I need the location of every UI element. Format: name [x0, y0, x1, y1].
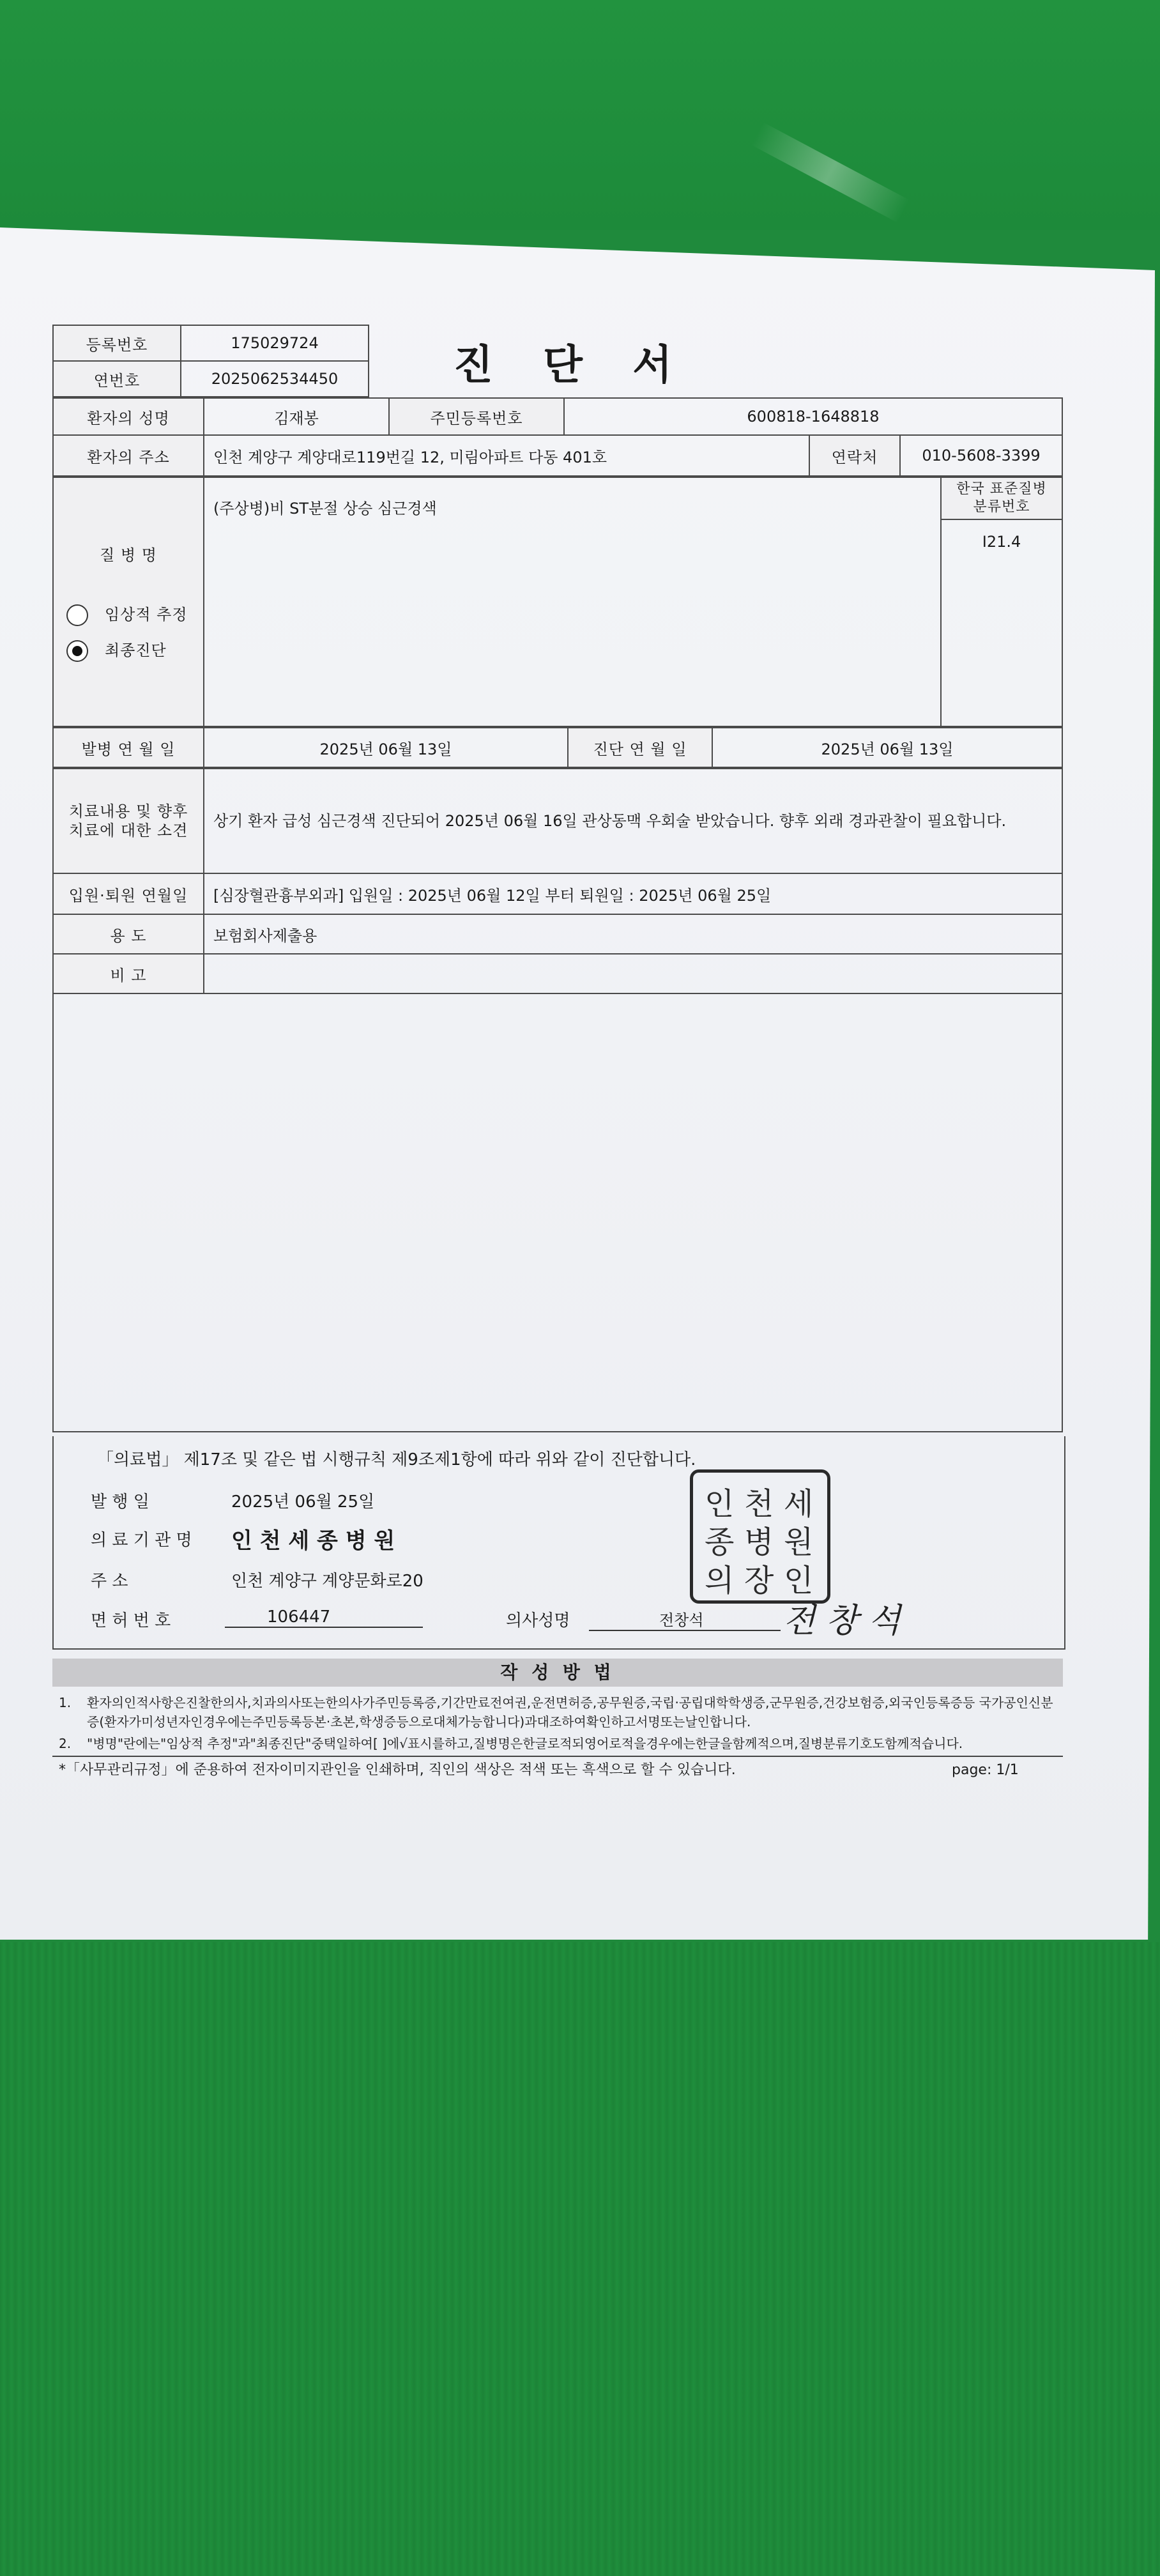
radio-clinical-icon[interactable] [66, 604, 88, 626]
phone-label: 연락처 [809, 435, 900, 476]
green-background-top [0, 0, 1160, 230]
address-value: 인천 계양구 계양문화로20 [231, 1572, 424, 1591]
address-label: 주 소 [91, 1572, 128, 1591]
rrn-value: 600818-1648818 [564, 398, 1062, 435]
code-label: 한국 표준질병 분류번호 [941, 477, 1062, 519]
print-note: *「사무관리규정」에 준용하여 전자이미지관인을 인쇄하며, 직인의 색상은 적색 또는 흑색으로 할 수 있습니다. [59, 1762, 736, 1778]
detail-table [52, 768, 1063, 1432]
diag-value: 2025년 06월 13일 [712, 728, 1062, 767]
note-1 [59, 1693, 1062, 1731]
note-2-number: 2. [59, 1736, 72, 1751]
patient-table [52, 397, 1063, 477]
serial-label: 연번호 [53, 361, 181, 397]
remark-value [204, 954, 1062, 993]
doctor-name: 전창석 [589, 1607, 781, 1631]
disease-text: (주상병)비 ST분절 상승 심근경색 [204, 477, 941, 726]
name-value: 김재봉 [204, 398, 389, 435]
diag-label: 진단 연 월 일 [568, 728, 712, 767]
license-value: 106447 [225, 1607, 423, 1628]
note-2 [59, 1734, 1062, 1753]
issue-date-value: 2025년 06월 25일 [231, 1492, 375, 1512]
opinion-label: 치료내용 및 향후 치료에 대한 소견 [53, 769, 204, 873]
note-1-number: 1. [59, 1695, 72, 1710]
note-1-text: 환자의인적사항은진찰한의사,치과의사또는한의사가주민등록증,기간만료전여권,운전면허증,공무원증,국립·공립대학학생증,군무원증,건강보험증,외국인등록증등 국가공인신분증(환자가미성년자인경우에는주민등록등본·초본,학생증등으로대체가능합니다)과대조하여확인하고서명또는날인합니다. [87, 1695, 1053, 1729]
reg-value: 175029724 [181, 325, 369, 361]
signature: 전 창 석 [783, 1602, 901, 1640]
radio-final-icon[interactable] [66, 640, 88, 662]
document-title: 진 단 서 [454, 342, 691, 389]
onset-label: 발병 연 월 일 [53, 728, 204, 767]
option-clinical[interactable]: 임상적 추정 [66, 602, 194, 626]
addr-label: 환자의 주소 [53, 435, 204, 476]
institution-label: 의 료 기 관 명 [91, 1531, 192, 1550]
option-final[interactable]: 최종진단 [66, 638, 194, 662]
addr-value: 인천 계양구 계양대로119번길 12, 미림아파트 다동 401호 [204, 435, 809, 476]
diagnosis-form [52, 325, 1063, 1432]
admission-label: 입원·퇴원 연월일 [53, 873, 204, 914]
rrn-label: 주민등록번호 [389, 398, 564, 435]
disease-label: 질 병 명 [100, 546, 157, 564]
admission-text: [심장혈관흉부외과] 입원일 : 2025년 06월 12일 부터 퇴원일 : 2025년 06월 25일 [204, 873, 1062, 914]
disease-label-cell [53, 477, 204, 726]
license-label: 면 허 번 호 [91, 1611, 171, 1630]
reg-label: 등록번호 [53, 325, 181, 361]
opinion-text: 상기 환자 급성 심근경색 진단되어 2025년 06월 16일 관상동맥 우회술 받았습니다. 향후 외래 경과관찰이 필요합니다. [204, 769, 1062, 873]
footer-divider [52, 1756, 1063, 1757]
onset-value: 2025년 06월 13일 [204, 728, 568, 767]
header-table [52, 325, 369, 397]
disease-table [52, 477, 1063, 727]
date-table [52, 727, 1063, 768]
code-value: I21.4 [941, 519, 1062, 726]
law-text: 「의료법」 제17조 및 같은 법 시행규칙 제9조제1항에 따라 위와 같이 진단합니다. [97, 1450, 696, 1469]
note-2-text: "병명"란에는"임상적 추정"과"최종진단"중택일하여[ ]에√표시를하고,질병명은한글로적되영어로적을경우에는한글을함께적으며,질병분류기호도함께적습니다. [87, 1736, 963, 1751]
usage-text: 보험회사제출용 [204, 914, 1062, 954]
name-label: 환자의 성명 [53, 398, 204, 435]
phone-value: 010-5608-3399 [900, 435, 1062, 476]
page-number: page: 1/1 [952, 1762, 1019, 1778]
doctor-label: 의사성명 [506, 1611, 570, 1630]
institution-value: 인 천 세 종 병 원 [231, 1528, 395, 1554]
usage-label: 용 도 [53, 914, 204, 954]
blank-area [53, 993, 1062, 1432]
issue-date-label: 발 행 일 [91, 1492, 149, 1512]
green-background-bottom [0, 1942, 1160, 2576]
hospital-seal-stamp: 인 천 세 종 병 원 의 장 인 [690, 1469, 830, 1604]
howto-title: 작 성 방 법 [52, 1659, 1063, 1687]
remark-label: 비 고 [53, 954, 204, 993]
serial-value: 2025062534450 [181, 361, 369, 397]
